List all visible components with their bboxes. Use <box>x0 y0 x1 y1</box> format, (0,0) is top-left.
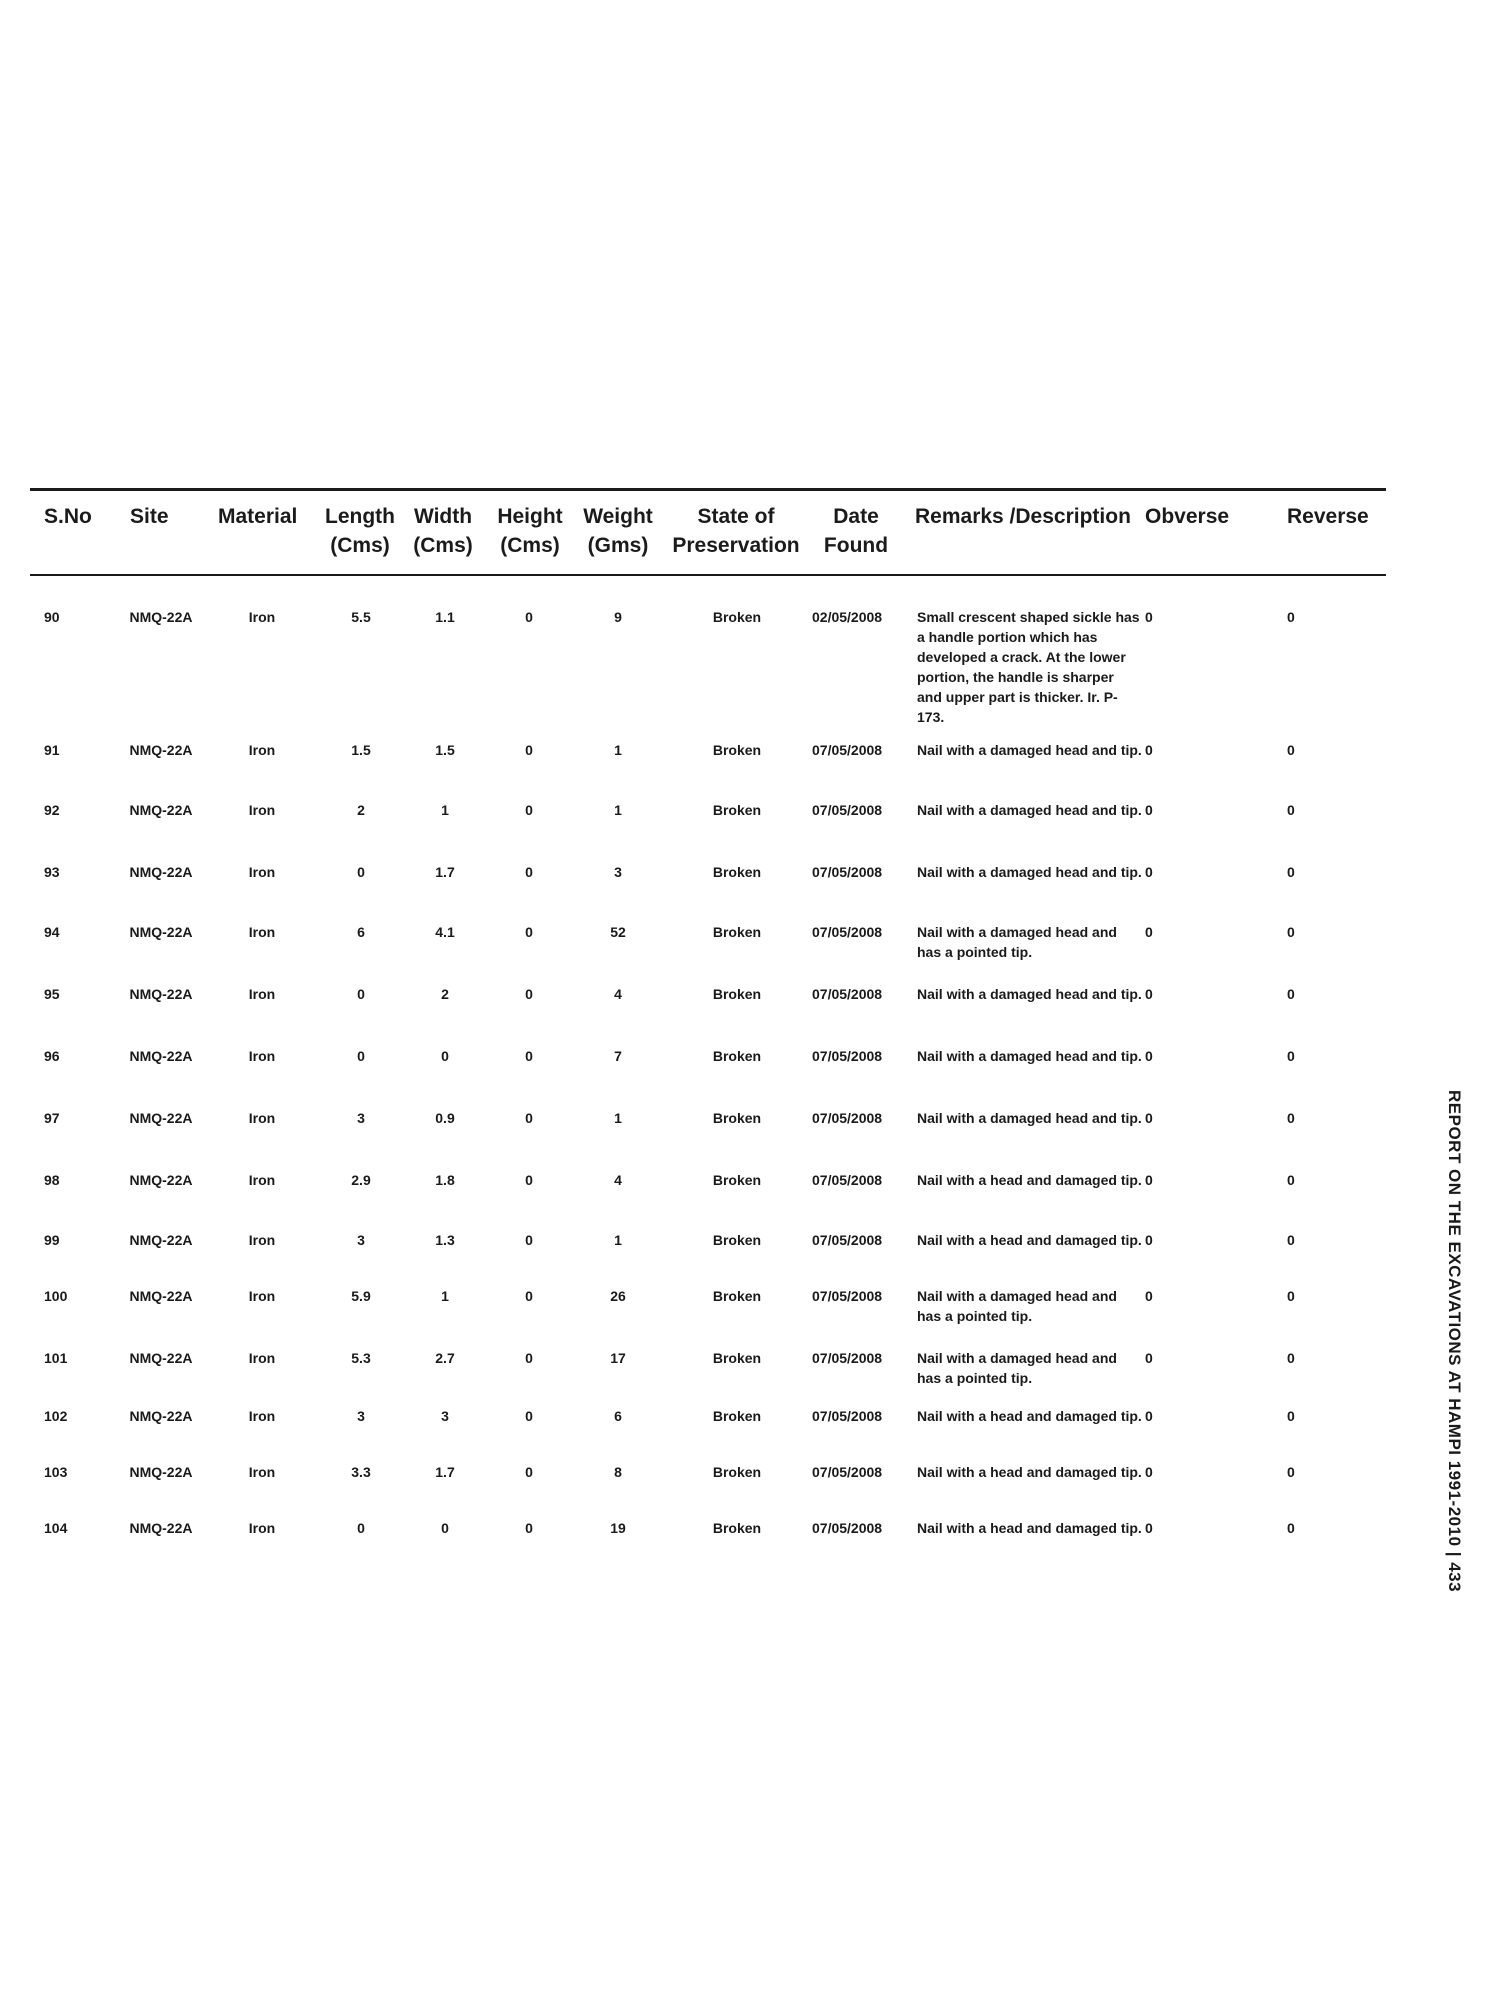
cell-obverse: 0 <box>1145 1048 1153 1064</box>
cell-width: 4.1 <box>435 924 455 940</box>
cell-weight: 52 <box>610 924 626 940</box>
cell-material: Iron <box>248 1110 276 1126</box>
cell-remarks: Nail with a damaged head and tip. <box>917 986 1142 1002</box>
cell-length: 5.9 <box>351 1288 371 1304</box>
cell-remarks: Nail with a damaged head and tip. <box>917 742 1142 758</box>
cell-reverse: 0 <box>1287 802 1295 818</box>
cell-reverse: 0 <box>1287 1350 1295 1366</box>
cell-width: 2 <box>441 986 449 1002</box>
cell-obverse: 0 <box>1145 1232 1153 1248</box>
cell-site: NMQ-22A <box>129 1520 193 1536</box>
cell-site: NMQ-22A <box>129 864 193 880</box>
cell-site: NMQ-22A <box>129 1464 193 1480</box>
cell-date: 07/05/2008 <box>812 1350 883 1366</box>
header-state: State of Preservation <box>672 505 800 557</box>
cell-sno: 104 <box>44 1520 68 1536</box>
cell-material: Iron <box>248 1048 276 1064</box>
cell-weight: 1 <box>614 1110 622 1126</box>
cell-state: Broken <box>712 1288 762 1304</box>
cell-remarks: Nail with a damaged head and has a pointed tip. <box>917 1350 1117 1386</box>
cell-remarks: Nail with a damaged head and tip. <box>917 864 1142 880</box>
cell-weight: 8 <box>614 1464 622 1480</box>
cell-sno: 92 <box>44 802 60 818</box>
cell-height: 0 <box>525 1048 533 1064</box>
cell-length: 2 <box>357 802 365 818</box>
cell-reverse: 0 <box>1287 1408 1295 1424</box>
cell-site: NMQ-22A <box>129 609 193 625</box>
cell-material: Iron <box>248 986 276 1002</box>
cell-obverse: 0 <box>1145 864 1153 880</box>
cell-material: Iron <box>248 1350 276 1366</box>
cell-state: Broken <box>712 1464 762 1480</box>
cell-site: NMQ-22A <box>129 1110 193 1126</box>
cell-weight: 4 <box>614 986 622 1002</box>
cell-sno: 93 <box>44 864 60 880</box>
cell-sno: 102 <box>44 1408 68 1424</box>
cell-length: 0 <box>357 1520 365 1536</box>
header-height: Height (Cms) <box>497 505 563 557</box>
cell-height: 0 <box>525 802 533 818</box>
header-sno: S.No <box>44 505 92 528</box>
cell-site: NMQ-22A <box>129 1408 193 1424</box>
cell-material: Iron <box>248 742 276 758</box>
cell-height: 0 <box>525 864 533 880</box>
cell-width: 1 <box>441 802 449 818</box>
header-date: Date Found <box>823 505 889 557</box>
cell-material: Iron <box>248 802 276 818</box>
cell-reverse: 0 <box>1287 609 1295 625</box>
cell-state: Broken <box>712 802 762 818</box>
cell-remarks: Nail with a damaged head and has a pointed tip. <box>917 1288 1117 1324</box>
cell-reverse: 0 <box>1287 1288 1295 1304</box>
cell-height: 0 <box>525 986 533 1002</box>
cell-sno: 100 <box>44 1288 68 1304</box>
cell-material: Iron <box>248 924 276 940</box>
cell-date: 07/05/2008 <box>812 1110 883 1126</box>
cell-material: Iron <box>248 1172 276 1188</box>
cell-date: 07/05/2008 <box>812 1408 883 1424</box>
cell-sno: 96 <box>44 1048 60 1064</box>
cell-remarks: Nail with a head and damaged tip. <box>917 1232 1142 1248</box>
cell-length: 0 <box>357 864 365 880</box>
cell-state: Broken <box>712 1408 762 1424</box>
cell-site: NMQ-22A <box>129 986 193 1002</box>
cell-width: 1 <box>441 1288 449 1304</box>
cell-material: Iron <box>248 864 276 880</box>
cell-reverse: 0 <box>1287 1520 1295 1536</box>
cell-remarks: Nail with a damaged head and tip. <box>917 1110 1142 1126</box>
cell-length: 0 <box>357 986 365 1002</box>
cell-sno: 103 <box>44 1464 68 1480</box>
cell-remarks: Small crescent shaped sickle has a handle portion which has developed a crack. At the lower portion, the handle is sharper and upper part is thicker. Ir. P-173. <box>917 609 1140 725</box>
cell-weight: 1 <box>614 742 622 758</box>
cell-date: 07/05/2008 <box>812 1232 883 1248</box>
cell-height: 0 <box>525 1172 533 1188</box>
cell-remarks: Nail with a damaged head and tip. <box>917 802 1142 818</box>
cell-weight: 1 <box>614 802 622 818</box>
cell-date: 02/05/2008 <box>812 609 883 625</box>
cell-state: Broken <box>712 986 762 1002</box>
cell-date: 07/05/2008 <box>812 1172 883 1188</box>
cell-remarks: Nail with a damaged head and has a pointed tip. <box>917 924 1117 960</box>
header-weight: Weight (Gms) <box>583 505 653 557</box>
cell-sno: 99 <box>44 1232 60 1248</box>
cell-length: 3 <box>357 1110 365 1126</box>
header-site: Site <box>130 505 169 528</box>
cell-state: Broken <box>712 1350 762 1366</box>
cell-height: 0 <box>525 1520 533 1536</box>
cell-height: 0 <box>525 1350 533 1366</box>
cell-weight: 3 <box>614 864 622 880</box>
cell-height: 0 <box>525 924 533 940</box>
cell-sno: 97 <box>44 1110 60 1126</box>
header-reverse: Reverse <box>1287 505 1369 528</box>
cell-remarks: Nail with a damaged head and tip. <box>917 1048 1142 1064</box>
cell-reverse: 0 <box>1287 1172 1295 1188</box>
cell-width: 0 <box>441 1520 449 1536</box>
cell-obverse: 0 <box>1145 924 1153 940</box>
cell-state: Broken <box>712 924 762 940</box>
cell-obverse: 0 <box>1145 986 1153 1002</box>
table-header-row <box>0 502 1500 568</box>
cell-site: NMQ-22A <box>129 742 193 758</box>
cell-remarks: Nail with a head and damaged tip. <box>917 1172 1142 1188</box>
cell-reverse: 0 <box>1287 1048 1295 1064</box>
cell-length: 0 <box>357 1048 365 1064</box>
cell-sno: 91 <box>44 742 60 758</box>
cell-sno: 90 <box>44 609 60 625</box>
cell-site: NMQ-22A <box>129 1288 193 1304</box>
cell-sno: 95 <box>44 986 60 1002</box>
cell-site: NMQ-22A <box>129 1048 193 1064</box>
cell-width: 1.7 <box>435 1464 455 1480</box>
cell-reverse: 0 <box>1287 864 1295 880</box>
cell-reverse: 0 <box>1287 1464 1295 1480</box>
cell-height: 0 <box>525 1288 533 1304</box>
cell-width: 1.5 <box>435 742 455 758</box>
cell-weight: 19 <box>610 1520 626 1536</box>
cell-weight: 6 <box>614 1408 622 1424</box>
cell-site: NMQ-22A <box>129 802 193 818</box>
cell-obverse: 0 <box>1145 1110 1153 1126</box>
cell-state: Broken <box>712 609 762 625</box>
cell-length: 3 <box>357 1232 365 1248</box>
cell-width: 3 <box>441 1408 449 1424</box>
cell-state: Broken <box>712 1048 762 1064</box>
cell-obverse: 0 <box>1145 1464 1153 1480</box>
cell-state: Broken <box>712 1172 762 1188</box>
cell-width: 1.8 <box>435 1172 455 1188</box>
cell-length: 6 <box>357 924 365 940</box>
header-remarks: Remarks /Description <box>915 505 1131 528</box>
cell-weight: 4 <box>614 1172 622 1188</box>
cell-material: Iron <box>248 1288 276 1304</box>
cell-width: 1.3 <box>435 1232 455 1248</box>
cell-date: 07/05/2008 <box>812 1520 883 1536</box>
cell-state: Broken <box>712 742 762 758</box>
cell-weight: 26 <box>610 1288 626 1304</box>
header-width: Width (Cms) <box>413 505 473 557</box>
cell-obverse: 0 <box>1145 1288 1153 1304</box>
cell-obverse: 0 <box>1145 1350 1153 1366</box>
running-header: REPORT ON THE EXCAVATIONS AT HAMPI 1991-2010 | 433 <box>1445 1090 1464 1593</box>
cell-date: 07/05/2008 <box>812 986 883 1002</box>
cell-length: 2.9 <box>351 1172 371 1188</box>
cell-site: NMQ-22A <box>129 924 193 940</box>
cell-site: NMQ-22A <box>129 1232 193 1248</box>
cell-obverse: 0 <box>1145 1520 1153 1536</box>
cell-date: 07/05/2008 <box>812 864 883 880</box>
cell-remarks: Nail with a head and damaged tip. <box>917 1408 1142 1424</box>
cell-remarks: Nail with a head and damaged tip. <box>917 1520 1142 1536</box>
cell-material: Iron <box>248 1520 276 1536</box>
cell-reverse: 0 <box>1287 924 1295 940</box>
cell-length: 5.3 <box>351 1350 371 1366</box>
cell-obverse: 0 <box>1145 609 1153 625</box>
header-obverse: Obverse <box>1145 505 1230 528</box>
cell-weight: 7 <box>614 1048 622 1064</box>
cell-length: 5.5 <box>351 609 371 625</box>
cell-reverse: 0 <box>1287 1110 1295 1126</box>
cell-length: 3 <box>357 1408 365 1424</box>
cell-width: 0 <box>441 1048 449 1064</box>
cell-material: Iron <box>248 1408 276 1424</box>
cell-height: 0 <box>525 609 533 625</box>
cell-obverse: 0 <box>1145 802 1153 818</box>
cell-date: 07/05/2008 <box>812 1464 883 1480</box>
cell-length: 1.5 <box>351 742 371 758</box>
cell-obverse: 0 <box>1145 742 1153 758</box>
cell-width: 1.1 <box>435 609 455 625</box>
cell-state: Broken <box>712 1232 762 1248</box>
cell-height: 0 <box>525 742 533 758</box>
cell-state: Broken <box>712 864 762 880</box>
cell-remarks: Nail with a head and damaged tip. <box>917 1464 1142 1480</box>
cell-state: Broken <box>712 1110 762 1126</box>
table-top-rule <box>30 488 1386 491</box>
cell-reverse: 0 <box>1287 742 1295 758</box>
cell-obverse: 0 <box>1145 1172 1153 1188</box>
cell-weight: 17 <box>610 1350 626 1366</box>
header-material: Material <box>218 505 298 528</box>
cell-reverse: 0 <box>1287 986 1295 1002</box>
cell-weight: 9 <box>614 609 622 625</box>
cell-material: Iron <box>248 609 276 625</box>
cell-length: 3.3 <box>351 1464 371 1480</box>
cell-width: 2.7 <box>435 1350 455 1366</box>
cell-date: 07/05/2008 <box>812 924 883 940</box>
cell-weight: 1 <box>614 1232 622 1248</box>
cell-height: 0 <box>525 1408 533 1424</box>
cell-sno: 94 <box>44 924 60 940</box>
cell-material: Iron <box>248 1464 276 1480</box>
cell-sno: 101 <box>44 1350 68 1366</box>
cell-height: 0 <box>525 1110 533 1126</box>
cell-date: 07/05/2008 <box>812 1048 883 1064</box>
cell-sno: 98 <box>44 1172 60 1188</box>
cell-obverse: 0 <box>1145 1408 1153 1424</box>
table-header-rule <box>30 574 1386 576</box>
cell-height: 0 <box>525 1464 533 1480</box>
cell-height: 0 <box>525 1232 533 1248</box>
cell-material: Iron <box>248 1232 276 1248</box>
cell-date: 07/05/2008 <box>812 802 883 818</box>
cell-state: Broken <box>712 1520 762 1536</box>
cell-width: 1.7 <box>435 864 455 880</box>
cell-site: NMQ-22A <box>129 1350 193 1366</box>
cell-width: 0.9 <box>435 1110 455 1126</box>
cell-date: 07/05/2008 <box>812 1288 883 1304</box>
cell-reverse: 0 <box>1287 1232 1295 1248</box>
cell-date: 07/05/2008 <box>812 742 883 758</box>
cell-site: NMQ-22A <box>129 1172 193 1188</box>
header-length: Length (Cms) <box>325 505 395 557</box>
